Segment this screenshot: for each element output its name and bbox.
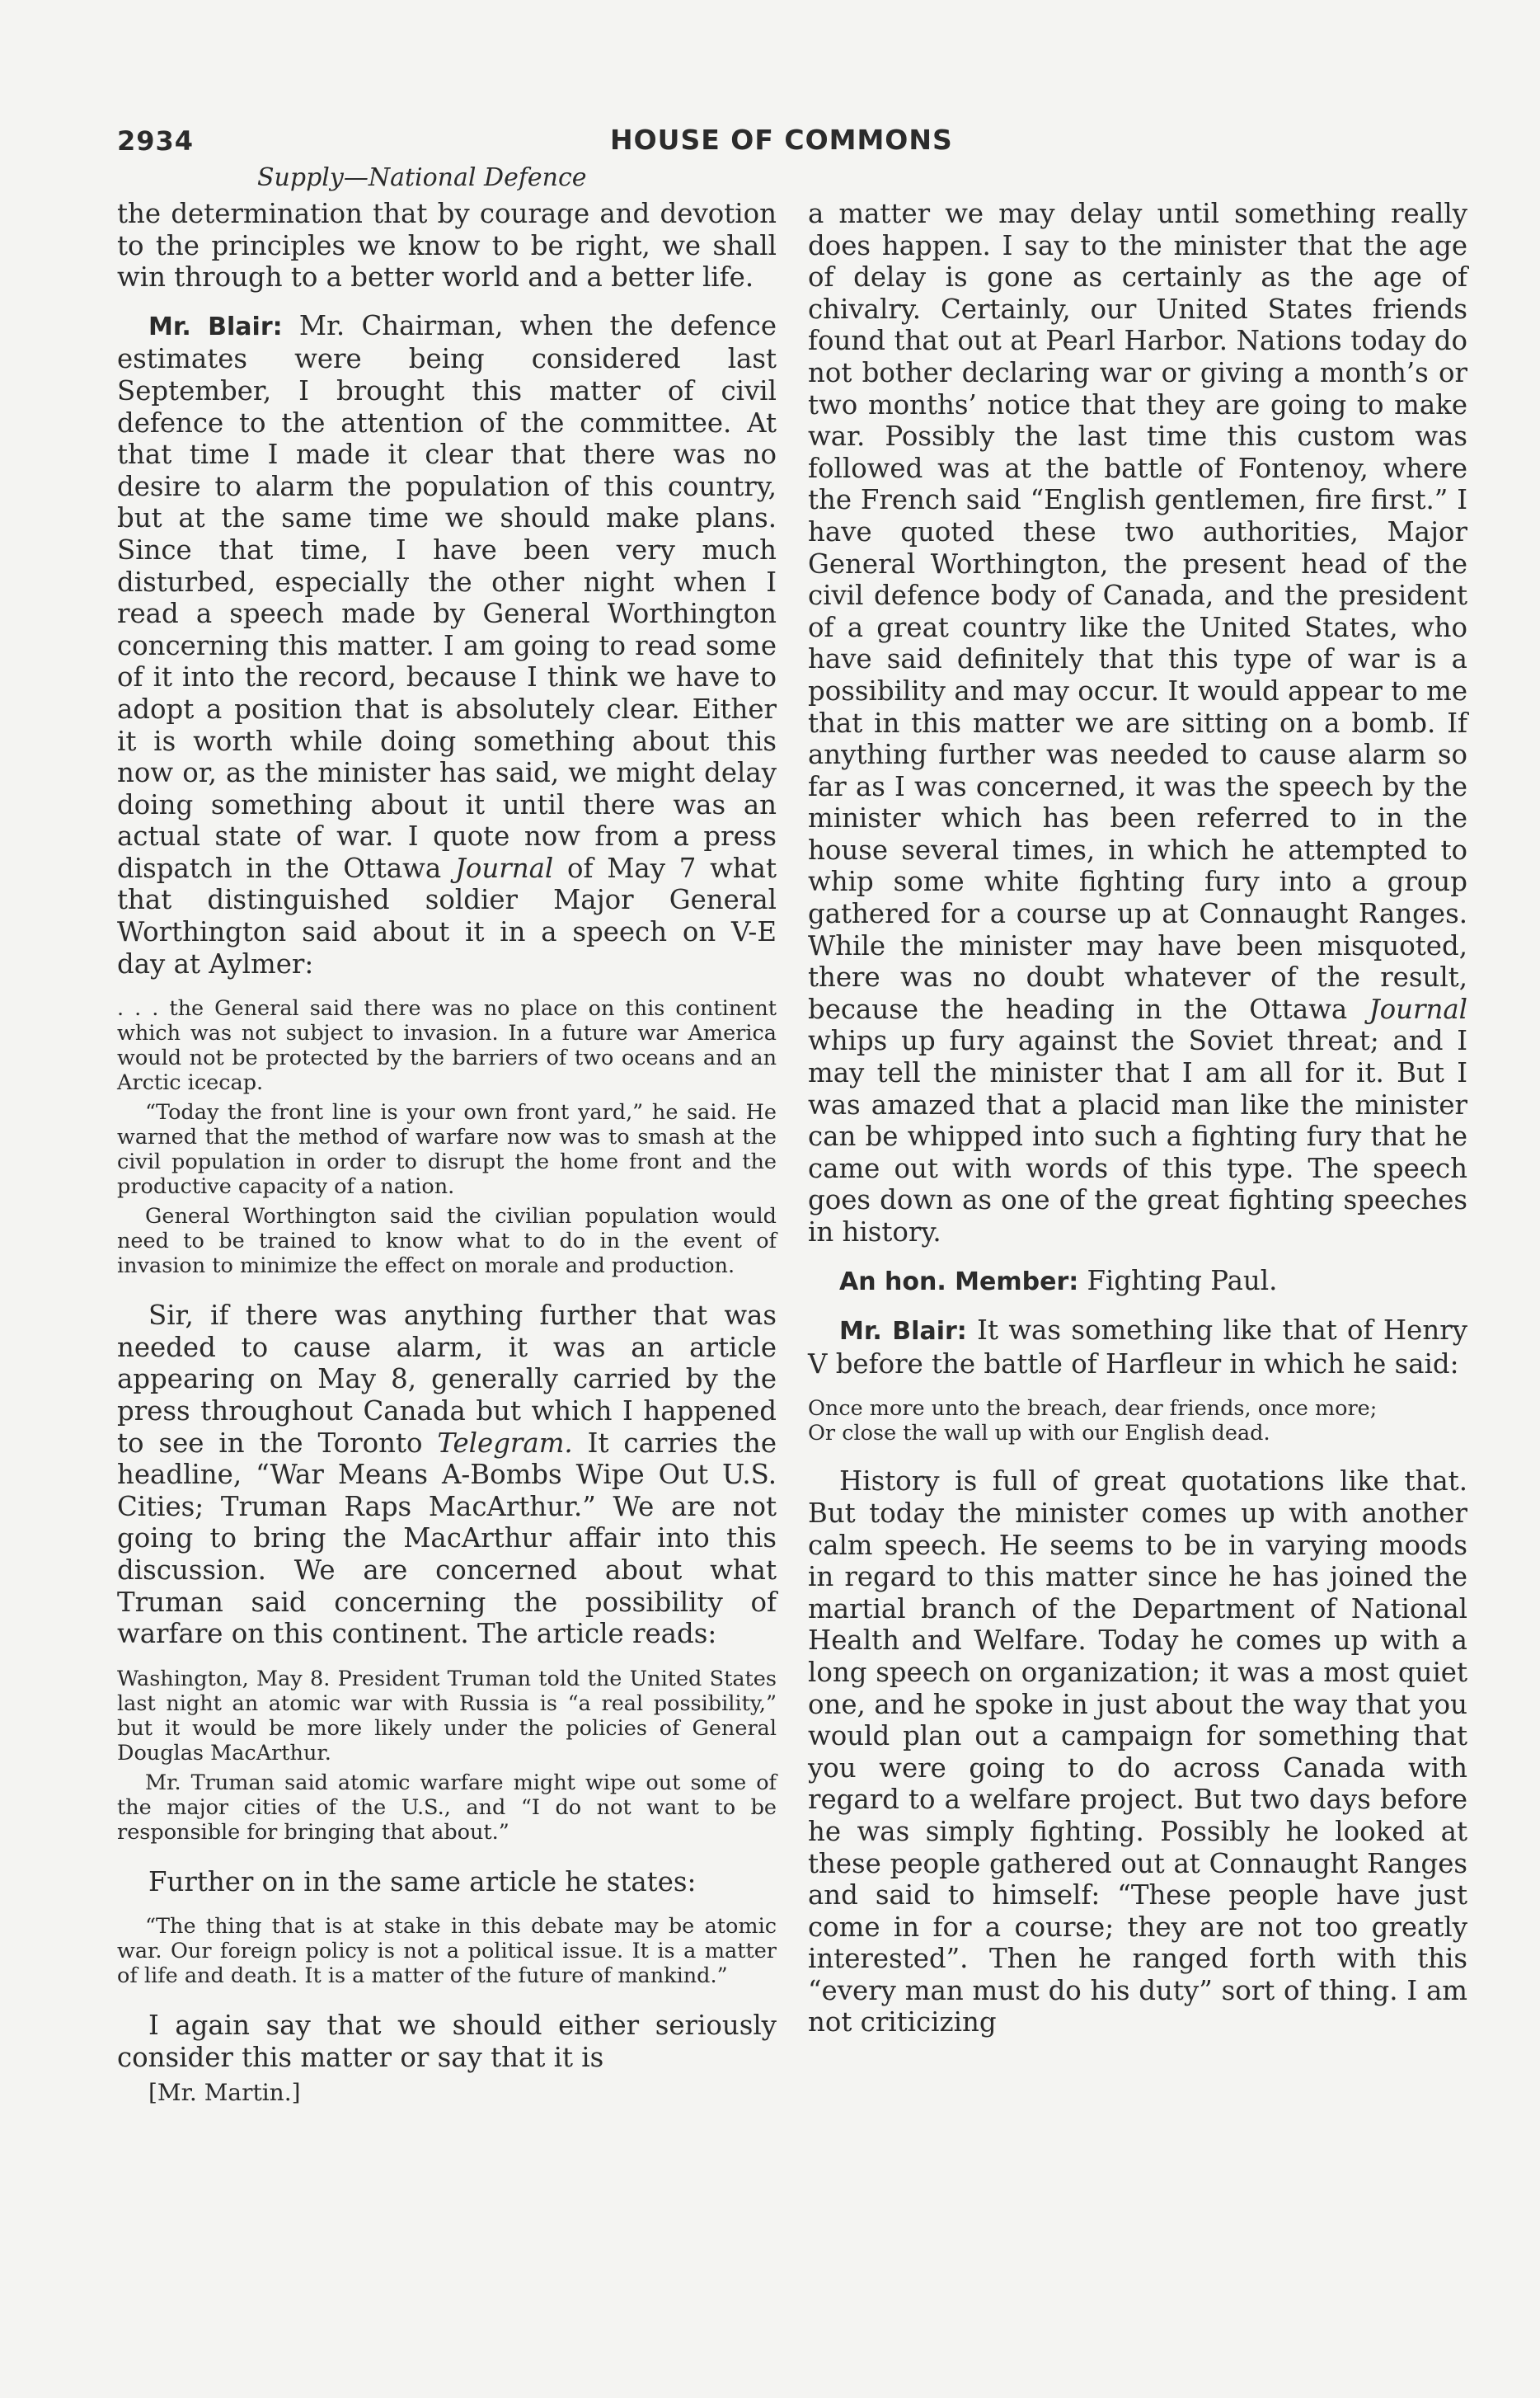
- speaker-name: An hon. Member:: [839, 1267, 1079, 1296]
- paragraph-text: Fighting Paul.: [1078, 1264, 1278, 1296]
- paragraph-text: whips up fury against the Soviet threat; and I may tell the minister that I am all for it. But I was amazed that a placid man like the minister can be whipped into such a fighting fury that he came out with words of this type. The speech goes down as one of the great fighting speeches in history.: [808, 1025, 1467, 1248]
- paragraph: [117, 1300, 777, 1650]
- paragraph-text: a matter we may delay until something really does happen. I say to the minister that the age of delay is gone as certainly as the age of chivalry. Certainly, our United States friends found that out at Pearl Harbor. Nations today do not bother declaring war or giving a month’s or two months’ notice that they are going to make war. Possibly the last time this custom was followed was at the battle of Fontenoy, where the French said “English gentlemen, fire first.” I have quoted these two authorities, Major General Worthington, the present head of the civil defence body of Canada, and the president of a great country like the United States, who have said definitely that this type of war is a possibility and may occur. It would appear to me that in this matter we are sitting on a bomb. If anything further was needed to cause alarm so far as I was concerned, it was the speech by the minister which has been referred to in the house several times, in which he attempted to whip some white fighting fury into a group gathered for a course up at Connaught Ranges. While the minister may have been misquoted, there was no doubt whatever of the result, because the heading in the Ottawa: [808, 198, 1467, 1025]
- footer-note: [Mr. Martin.]: [148, 2078, 301, 2106]
- verse-line: Once more unto the breach, dear friends, once more;: [808, 1396, 1378, 1422]
- paragraph: the determination that by courage and devotion to the principles we know to be right, we shall win through to a better world and a better life.: [117, 198, 777, 294]
- quote-text: Washington, May 8. President Truman told the United States last night an atomic war with Russia is “a real possibility,” but it would be more likely under the policies of General Douglas MacArthur.: [117, 1666, 777, 1766]
- paragraph: [808, 198, 1467, 1248]
- paragraph-text: Mr. Chairman, when the defence estimates were being considered last September, I brought this matter of civil defence to the attention of the committee. At that time I made it clear that there was no desire to alarm the population of this country, but at the same time we should make plans. Since that time, I have been very much disturbed, especially the other night when I read a speech made by General Worthington concerning this matter. I am going to read some of it into the record, because I think we have to adopt a position that is absolutely clear. Either it is worth while doing something about this now or, as the minister has said, we might delay doing something about it until there was an actual state of war. I quote now from a press dispatch in the Ottawa: [117, 309, 777, 884]
- paragraph: I again say that we should either seriously consider this matter or say that it is: [117, 2010, 777, 2073]
- page-number: 2934: [117, 125, 195, 157]
- paragraph: Further on in the same article he states:: [148, 1865, 697, 1897]
- publication-name: Telegram.: [437, 1427, 573, 1459]
- quote-block: [117, 1667, 777, 1845]
- right-column: [808, 198, 1467, 2055]
- section-title: Supply—National Defence: [257, 163, 587, 192]
- paragraph: History is full of great quotations like that. But today the minister comes up with another calm speech. He seems to be in varying moods in regard to this matter since he has joined the martial branch of the Department of National Health and Welfare. Today he comes up with a long speech on organization; it was a most quiet one, and he spoke in just about the way that you would plan out a campaign for something that you were going to do across Canada with regard to a welfare project. But two days before he was simply fighting. Possibly he looked at these people gathered out at Connaught Ranges and said to himself: “These people have just come in for a course; they are not too greatly interested”. Then he ranged forth with this “every man must do his duty” sort of thing. I am not criticizing: [808, 1465, 1467, 2038]
- paragraph-text: It carries the headline, “War Means A-Bombs Wipe Out U.S. Cities; Truman Raps MacArthur.” We are not going to bring the MacArthur affair into this discussion. We are concerned about what Truman said concerning the possibility of warfare on this continent. The article reads:: [117, 1427, 777, 1650]
- left-column: [117, 198, 777, 2106]
- verse-line: Or close the wall up with our English dead.: [808, 1421, 1270, 1446]
- publication-name: Journal: [1369, 993, 1467, 1025]
- speaker-name: Mr. Blair:: [148, 312, 283, 341]
- paragraph: [808, 1314, 1467, 1380]
- paragraph-text: of May 7 what that distinguished soldier Major General Worthington said about it in a speech on V-E day at Aylmer:: [117, 852, 777, 980]
- page-header-title: HOUSE OF COMMONS: [610, 124, 953, 156]
- quote-text: “Today the front line is your own front yard,” he said. He warned that the method of warfare now was to smash at the civil population in order to disrupt the home front and the productive capacity of a nation.: [117, 1100, 777, 1200]
- quote-text: General Worthington said the civilian population would need to be trained to know what to do in the event of invasion to minimize the effect on morale and production.: [117, 1204, 777, 1279]
- quote-text: Mr. Truman said atomic warfare might wipe out some of the major cities of the U.S., and “I do not want to be responsible for bringing that about.”: [117, 1770, 777, 1845]
- publication-name: Journal: [454, 852, 554, 884]
- paragraph-text: Sir, if there was anything further that was needed to cause alarm, it was an article appearing on May 8, generally carried by the press throughout Canada but which I happened to see in the Toronto: [117, 1300, 777, 1459]
- paragraph-text: It was something like that of Henry V before the battle of Harfleur in which he said:: [808, 1314, 1467, 1380]
- speaker-name: Mr. Blair:: [839, 1317, 967, 1347]
- paragraph: [808, 1265, 1467, 1299]
- verse-quote: [808, 1396, 1467, 1446]
- quote-block: [117, 1914, 777, 1988]
- quote-text: “The thing that is at stake in this debate may be atomic war. Our foreign policy is not a political issue. It is a matter of life and death. It is a matter of the future of mankind.”: [117, 1914, 777, 1989]
- quote-block: [117, 996, 777, 1278]
- quote-text: . . . the General said there was no place on this continent which was not subject to invasion. In a future war America would not be protected by the barriers of two oceans and an Arctic icecap.: [117, 996, 777, 1096]
- paragraph: [117, 310, 777, 980]
